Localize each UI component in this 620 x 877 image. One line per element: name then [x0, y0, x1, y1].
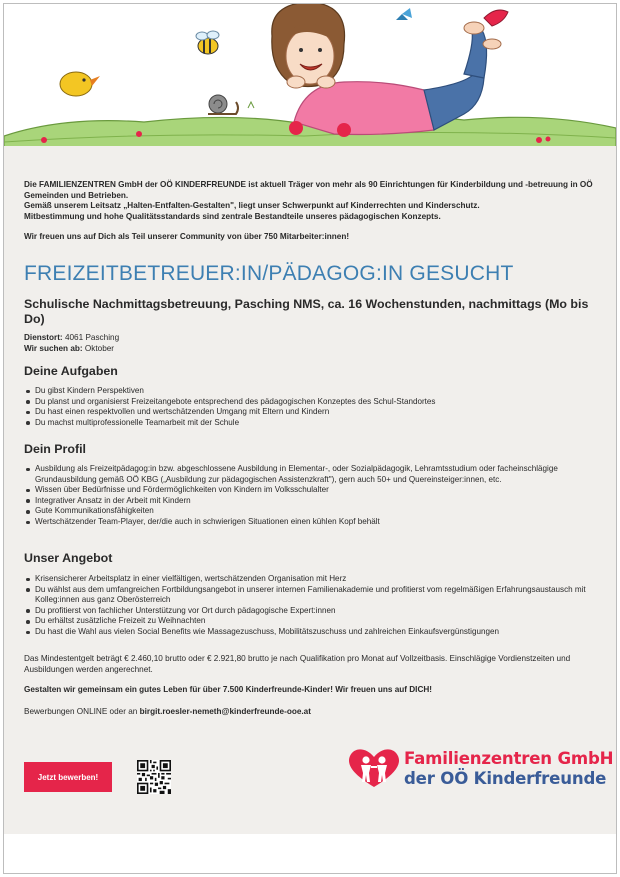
list-item: Wertschätzender Team-Player, der/die auch in schwierigen Situationen einen kühlen Kopf behält [24, 517, 596, 528]
job-title: FREIZEITBETREUER:IN/PÄDAGOG:IN GESUCHT [24, 262, 514, 285]
application-line [24, 707, 596, 718]
closing-text: Gestalten wir gemeinsam ein gutes Leben für über 7.500 Kinderfreunde-Kinder! Wir freuen uns auf DICH! [24, 685, 433, 694]
logo-text-line1: Familienzentren GmbH [404, 749, 614, 768]
application-prefix: Bewerbungen ONLINE oder an [24, 707, 138, 716]
intro-block [24, 180, 596, 243]
list-item: Du wählst aus dem umfangreichen Fortbildungsangebot in unserer internen Familienakademie und profitierst vom regelmäßigen Erfahrungsaustausch mit Kolleg:innen aus ganz Oberösterreich [24, 585, 596, 606]
offer-list [24, 574, 596, 638]
list-item: Du hast einen respektvollen und wertschätzenden Umgang mit Eltern und Kindern [24, 407, 596, 418]
intro-text-2: Gemäß unserem Leitsatz „Halten-Entfalten-Gestalten", liegt unser Schwerpunkt auf Kinderrechten und Kinderschutz. [24, 201, 480, 211]
list-item: Gute Kommunikationsfähigkeiten [24, 506, 596, 517]
hero-drawing [4, 4, 616, 150]
start-value: Oktober [84, 343, 115, 353]
list-item: Du planst und organisierst Freizeitangebote entsprechend des pädagogischen Konzeptes des Schul-Standortes [24, 397, 596, 408]
salary-text: Das Mindestentgelt beträgt € 2.460,10 brutto oder € 2.921,80 brutto je nach Qualifikation pro Monat auf Vollzeitbasis. Einschlägige Vordienstzeiten und Ausbildungen werden angerechnet. [24, 654, 571, 674]
logo-text-line2: der OÖ Kinderfreunde [404, 769, 607, 788]
list-item: Wissen über Bedürfnisse und Fördermöglichkeiten von Kindern im Volksschulalter [24, 485, 596, 496]
intro-community: Wir freuen uns auf Dich als Teil unserer Community von über 750 Mitarbeiter:innen! [24, 232, 350, 242]
list-item: Ausbildung als Freizeitpädagog:in bzw. abgeschlossene Ausbildung in Elementar-, oder Sozialpädagogik, Lehramtsstudium oder facheinschlägige Grundausbildung gemäß OÖ KBG („Ausbildung zur pädagogischen Assistenzkraft"), gern auch 50+ und Quereinsteiger:innen, etc. [24, 464, 596, 485]
qr-code-icon[interactable] [137, 760, 171, 794]
list-item: Du profitierst von fachlicher Unterstützung vor Ort durch pädagogische Expert:innen [24, 606, 596, 617]
job-meta [24, 333, 596, 354]
list-item: Integrativer Ansatz in der Arbeit mit Kindern [24, 496, 596, 507]
tasks-heading: Deine Aufgaben [24, 364, 118, 378]
list-item: Du gibst Kindern Perspektiven [24, 386, 596, 397]
intro-text-1: Die FAMILIENZENTREN GmbH der OÖ KINDERFREUNDE ist aktuell Träger von mehr als 90 Einrichtungen für Kinderbildung und -betreuung in OÖ Gemeinden und Betrieben. [24, 180, 593, 200]
location-value: 4061 Pasching [64, 333, 120, 342]
list-item: Du erhältst zusätzliche Freizeit zu Weihnachten [24, 616, 596, 627]
intro-text-3: Mitbestimmung und hohe Qualitätsstandards sind zentrale Bestandteile unseres pädagogischen Konzepts. [24, 211, 441, 221]
job-subtitle: Schulische Nachmittagsbetreuung, Pasching NMS, ca. 16 Wochenstunden, nachmittags (Mo bis Do) [24, 297, 589, 326]
profile-heading: Dein Profil [24, 442, 86, 456]
application-email[interactable]: birgit.roesler-nemeth@kinderfreunde-ooe.at [139, 707, 311, 716]
heart-kids-logo-icon [346, 745, 402, 790]
start-row [24, 344, 596, 355]
apply-button[interactable]: Jetzt bewerben! [24, 762, 112, 792]
location-label: Dienstort: [24, 333, 63, 342]
profile-list [24, 464, 596, 528]
list-item: Krisensicherer Arbeitsplatz in einer vielfältigen, wertschätzenden Organisation mit Herz [24, 574, 596, 585]
location-row [24, 333, 596, 344]
list-item: Du machst multiprofessionelle Teamarbeit mit der Schule [24, 418, 596, 429]
company-logo [346, 745, 614, 790]
tasks-list [24, 386, 596, 428]
list-item: Du hast die Wahl aus vielen Social Benefits wie Massagezuschuss, Mobilitätszuschuss und zahlreichen Einkaufsvergünstigungen [24, 627, 596, 638]
start-label: Wir suchen ab: [24, 343, 83, 353]
offer-heading: Unser Angebot [24, 551, 113, 565]
hero-illustration [4, 4, 616, 150]
